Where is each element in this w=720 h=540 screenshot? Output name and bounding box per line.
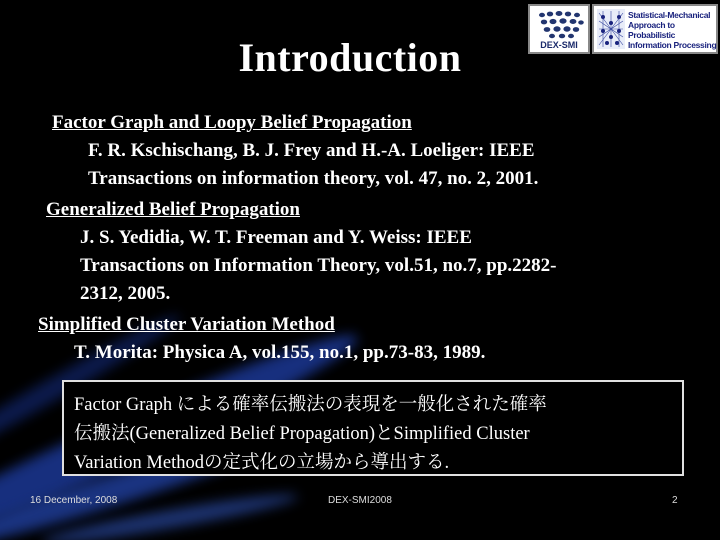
network-logo-icon <box>597 9 625 49</box>
footer-date: 16 December, 2008 <box>30 495 118 506</box>
smapip-line-2: Approach to Probabilistic <box>628 20 676 40</box>
smapip-line-1: Statistical-Mechanical <box>628 10 711 20</box>
reference-heading: Generalized Belief Propagation <box>46 199 300 220</box>
summary-line: Variation Methodの定式化の立場から導出する. <box>74 453 450 473</box>
dex-smi-logo-label: DEX-SMI <box>540 40 578 50</box>
summary-line: Factor Graph による確率伝搬法の表現を一般化された確率 <box>74 395 547 415</box>
reference-line: 2312, 2005. <box>80 283 171 304</box>
slide-title: Introduction <box>238 35 462 80</box>
reference-line: F. R. Kschischang, B. J. Frey and H.-A. Loeliger: IEEE <box>88 140 535 161</box>
reference-heading: Simplified Cluster Variation Method <box>38 314 335 335</box>
reference-line: J. S. Yedidia, W. T. Freeman and Y. Weiss: IEEE <box>80 227 472 248</box>
reference-line: Transactions on Information Theory, vol.51, no.7, pp.2282- <box>80 255 557 276</box>
footer-event: DEX-SMI2008 <box>328 495 392 506</box>
page-number: 2 <box>672 495 678 506</box>
dex-smi-logo <box>528 4 590 54</box>
reference-line: Transactions on information theory, vol. 47, no. 2, 2001. <box>88 168 539 189</box>
reference-line: T. Morita: Physica A, vol.155, no.1, pp.73-83, 1989. <box>74 342 486 363</box>
smapip-logo-text <box>628 10 718 50</box>
summary-box <box>62 380 684 476</box>
reference-heading: Factor Graph and Loopy Belief Propagation <box>52 112 412 133</box>
dots-logo-icon <box>536 10 586 40</box>
smapip-line-3: Information Processing <box>628 40 717 50</box>
smapip-logo <box>592 4 718 54</box>
summary-line: 伝搬法(Generalized Belief Propagation)とSimplified Cluster <box>74 424 530 444</box>
